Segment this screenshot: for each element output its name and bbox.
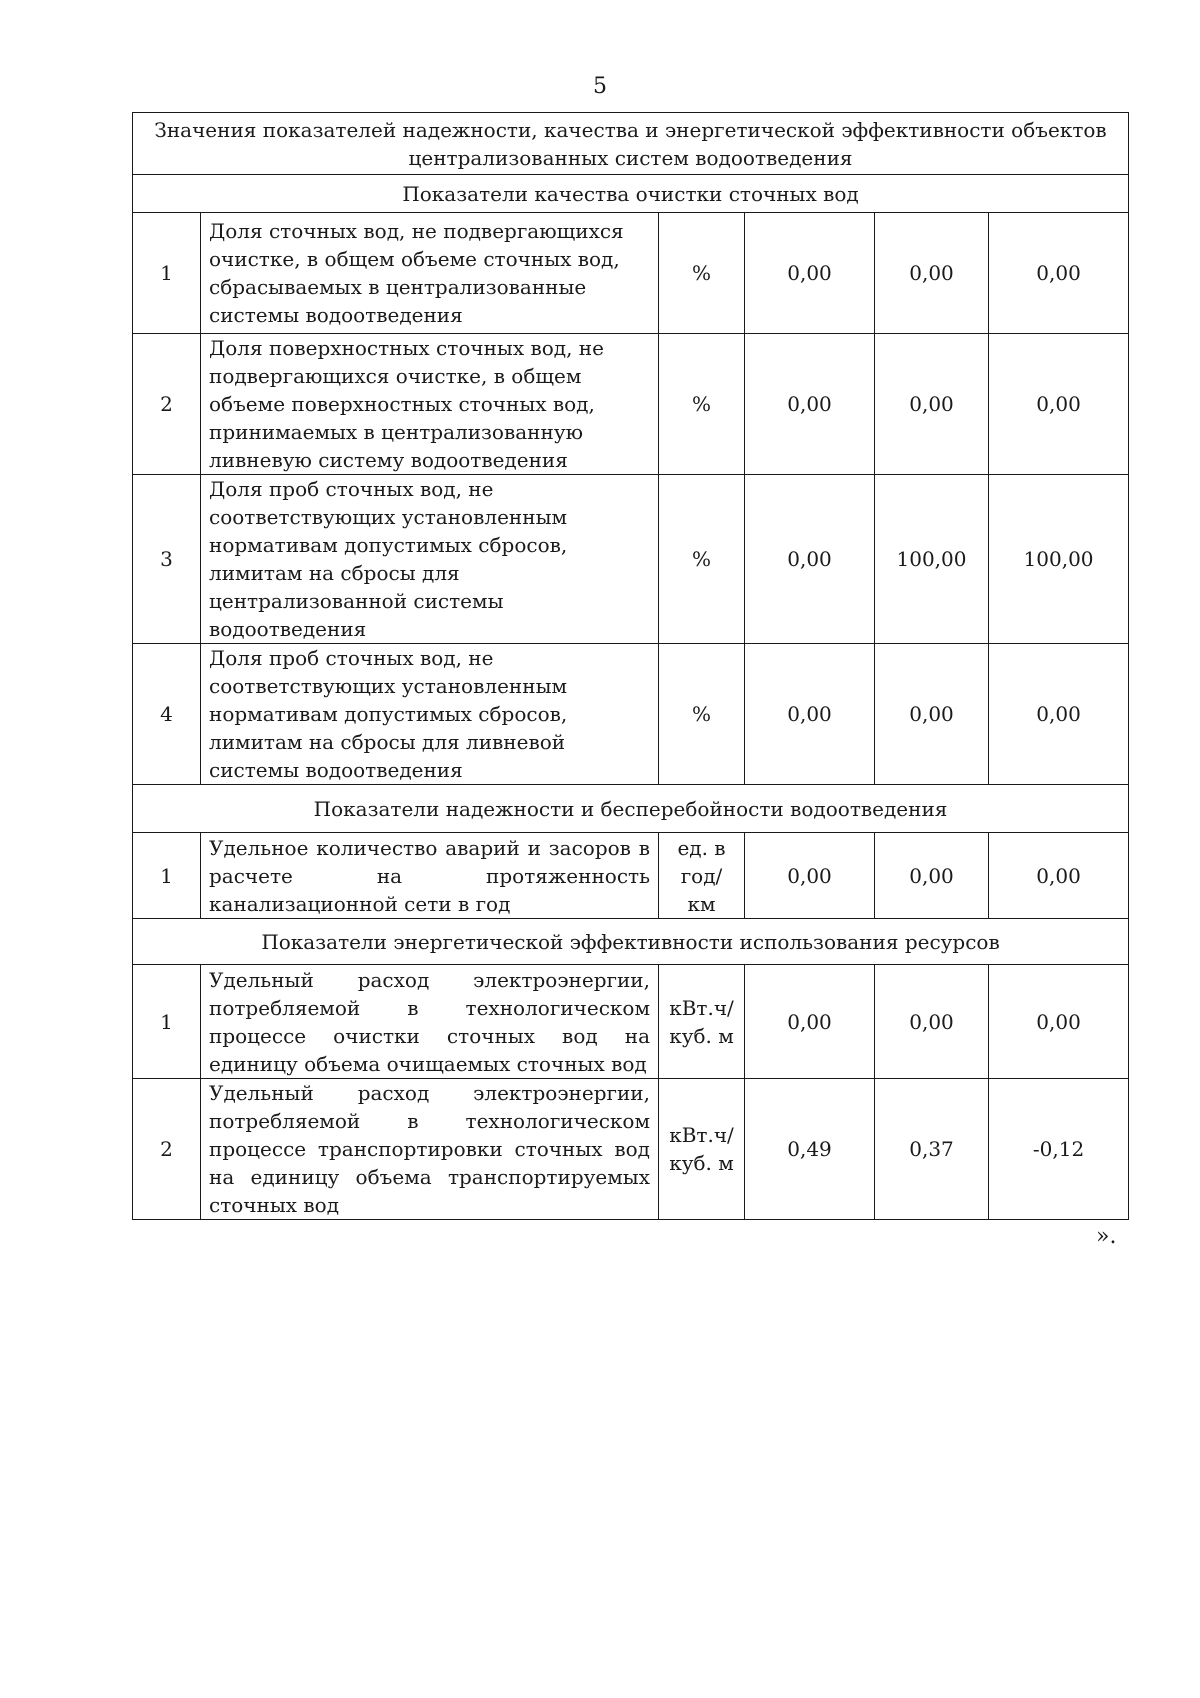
value-1: 0,00 [745,213,875,334]
indicator-name: Удельный расход электроэнергии, потребляемой в технологическом процессе транспортировки сточных вод на единицу объема транспортируемых сточных вод [201,1079,659,1220]
section-header-row [133,175,1129,213]
value-2: 0,00 [875,213,989,334]
section-title: Показатели качества очистки сточных вод [133,175,1129,213]
value-2: 0,00 [875,644,989,785]
unit: % [659,475,745,644]
value-3: 0,00 [989,213,1129,334]
unit: ед. в год/ км [659,833,745,919]
value-1: 0,00 [745,644,875,785]
unit: кВт.ч/ куб. м [659,965,745,1079]
unit: % [659,644,745,785]
row-number: 1 [133,965,201,1079]
row-number: 2 [133,1079,201,1220]
value-2: 0,00 [875,965,989,1079]
value-2: 0,37 [875,1079,989,1220]
value-3: 0,00 [989,334,1129,475]
value-1: 0,00 [745,965,875,1079]
value-1: 0,00 [745,833,875,919]
value-1: 0,49 [745,1079,875,1220]
indicators-table [132,112,1129,1220]
value-1: 0,00 [745,334,875,475]
section-header-row [133,919,1129,965]
value-1: 0,00 [745,475,875,644]
indicator-name: Удельный расход электроэнергии, потребляемой в технологическом процессе очистки сточных вод на единицу объема очищаемых сточных вод [201,965,659,1079]
indicator-name: Удельное количество аварий и засоров в расчете на протяженность канализационной сети в год [201,833,659,919]
indicator-name: Доля сточных вод, не подвергающихся очистке, в общем объеме сточных вод, сбрасываемых в централизованные системы водоотведения [201,213,659,334]
row-number: 1 [133,213,201,334]
table-row [133,965,1129,1079]
indicator-name: Доля проб сточных вод, не соответствующих установленным нормативам допустимых сбросов, лимитам на сбросы для централизованной системы водоотведения [201,475,659,644]
table-row [133,334,1129,475]
value-3: 0,00 [989,644,1129,785]
section-title: Показатели энергетической эффективности использования ресурсов [133,919,1129,965]
value-2: 100,00 [875,475,989,644]
table-row [133,644,1129,785]
indicator-name: Доля поверхностных сточных вод, не подвергающихся очистке, в общем объеме поверхностных сточных вод, принимаемых в централизованную ливневую систему водоотведения [201,334,659,475]
value-3: 0,00 [989,965,1129,1079]
row-number: 1 [133,833,201,919]
table-title-row [133,113,1129,175]
row-number: 4 [133,644,201,785]
table-row [133,1079,1129,1220]
row-number: 2 [133,334,201,475]
indicator-name: Доля проб сточных вод, не соответствующих установленным нормативам допустимых сбросов, лимитам на сбросы для ливневой системы водоотведения [201,644,659,785]
page-number: 5 [593,74,607,99]
table-row [133,213,1129,334]
unit: кВт.ч/ куб. м [659,1079,745,1220]
closing-quote: ». [1096,1224,1117,1249]
row-number: 3 [133,475,201,644]
value-2: 0,00 [875,334,989,475]
value-3: -0,12 [989,1079,1129,1220]
unit: % [659,213,745,334]
table-row [133,475,1129,644]
table-row [133,833,1129,919]
unit: % [659,334,745,475]
value-3: 100,00 [989,475,1129,644]
table-title: Значения показателей надежности, качества и энергетической эффективности объектов централизованных систем водоотведения [133,113,1129,175]
value-2: 0,00 [875,833,989,919]
value-3: 0,00 [989,833,1129,919]
section-header-row [133,785,1129,833]
section-title: Показатели надежности и бесперебойности водоотведения [133,785,1129,833]
